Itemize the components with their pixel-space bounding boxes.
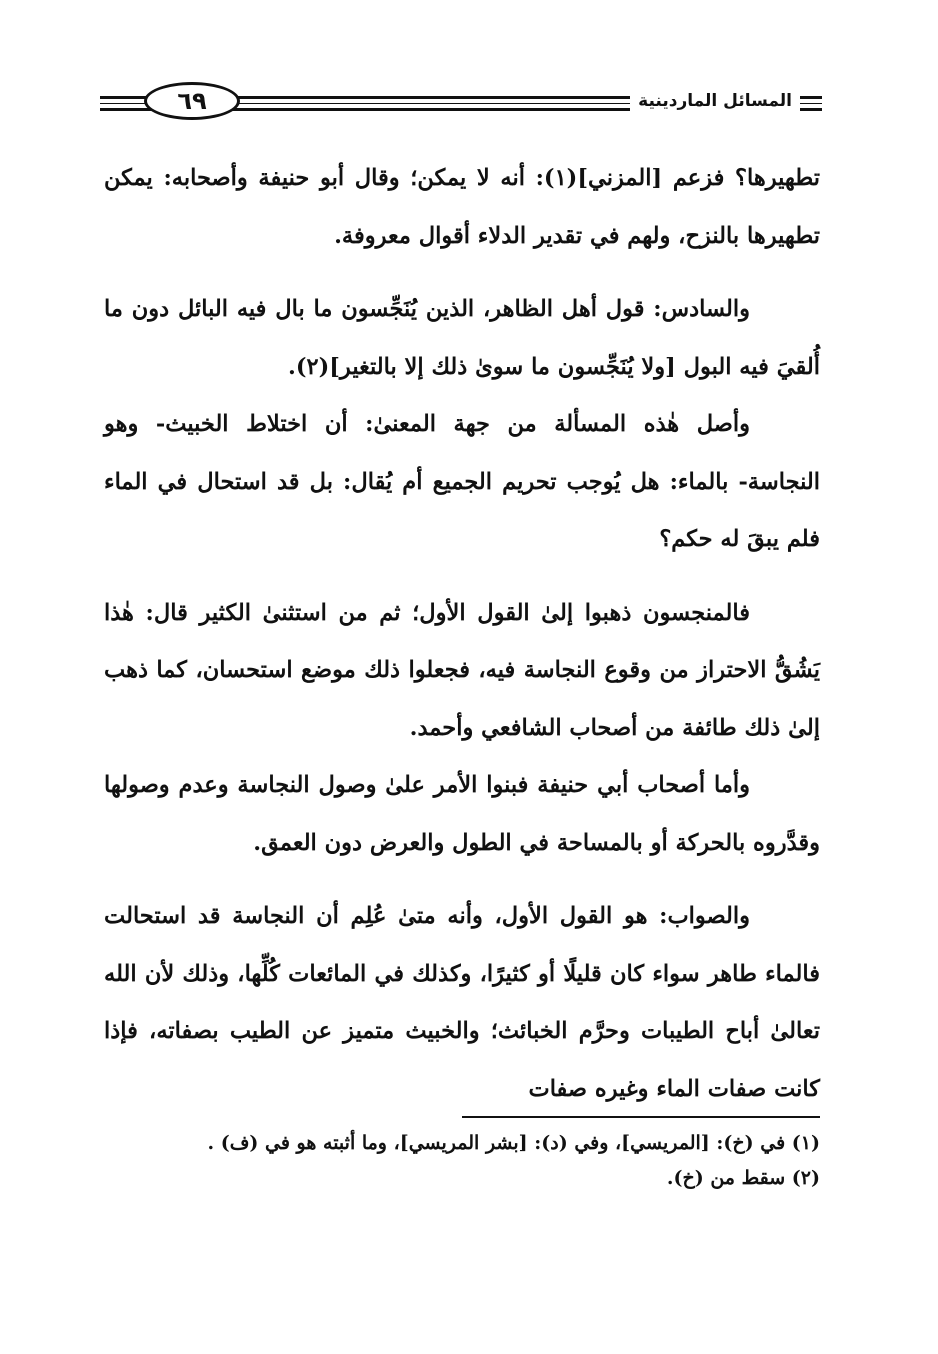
page-number: ٦٩ [177,87,207,115]
footnotes [104,1126,820,1196]
paragraph: فالمنجسون ذهبوا إلىٰ القول الأول؛ ثم من استثنىٰ الكثير قال: هٰذا يَشُقُّ الاحتراز من وقوع النجاسة فيه، فجعلوا ذلك موضع استحسان، كما ذهب إلىٰ ذلك طائفة من أصحاب الشافعي وأحمد. [104,599,820,741]
main-text [104,150,820,1118]
page-number-oval [144,82,240,120]
paragraph: تطهيرها؟ فزعم [المزني](١): أنه لا يمكن؛ وقال أبو حنيفة وأصحابه: يمكن تطهيرها بالنزح، ولهم في تقدير الدلاء أقوال معروفة. [104,165,821,249]
page-header [100,78,822,128]
footnote: (٢) سقط من (خ). [666,1167,820,1189]
running-title: المسائل الماردينية [630,88,800,114]
paragraph: وأصل هٰذه المسألة من جهة المعنىٰ: أن اختلاط الخبيث- وهو النجاسة- بالماء: هل يُوجب تحريم الجميع أم يُقال: بل قد استحال في الماء فلم يبقَ له حكم؟ [104,411,820,552]
footnote-separator [462,1116,820,1118]
paragraph: والسادس: قول أهل الظاهر، الذين يُنَجِّسون ما بال فيه البائل دون ما أُلقيَ فيه البول [ولا يُنَجِّسون ما سوىٰ ذلك إلا بالتغير](٢). [104,296,820,380]
paragraph: والصواب: هو القول الأول، وأنه متىٰ عُلِم أن النجاسة قد استحالت فالماء طاهر سواء كان قليلًا أو كثيرًا، وكذلك في المائعات كُلِّها، وذلك لأن الله تعالىٰ أباح الطيبات وحرَّم الخبائث؛ والخبيث متميز عن الطيب بصفاته، فإذا كانت صفات الماء وغيره صفات [104,903,820,1102]
footnote: (١) في (خ): [المريسي]، وفي (د): [بشر المريسي]، وما أثبته هو في (ف) . [207,1132,820,1154]
paragraph: وأما أصحاب أبي حنيفة فبنوا الأمر علىٰ وصول النجاسة وعدم وصولها وقدَّروه بالحركة أو بالمساحة في الطول والعرض دون العمق. [104,772,820,856]
